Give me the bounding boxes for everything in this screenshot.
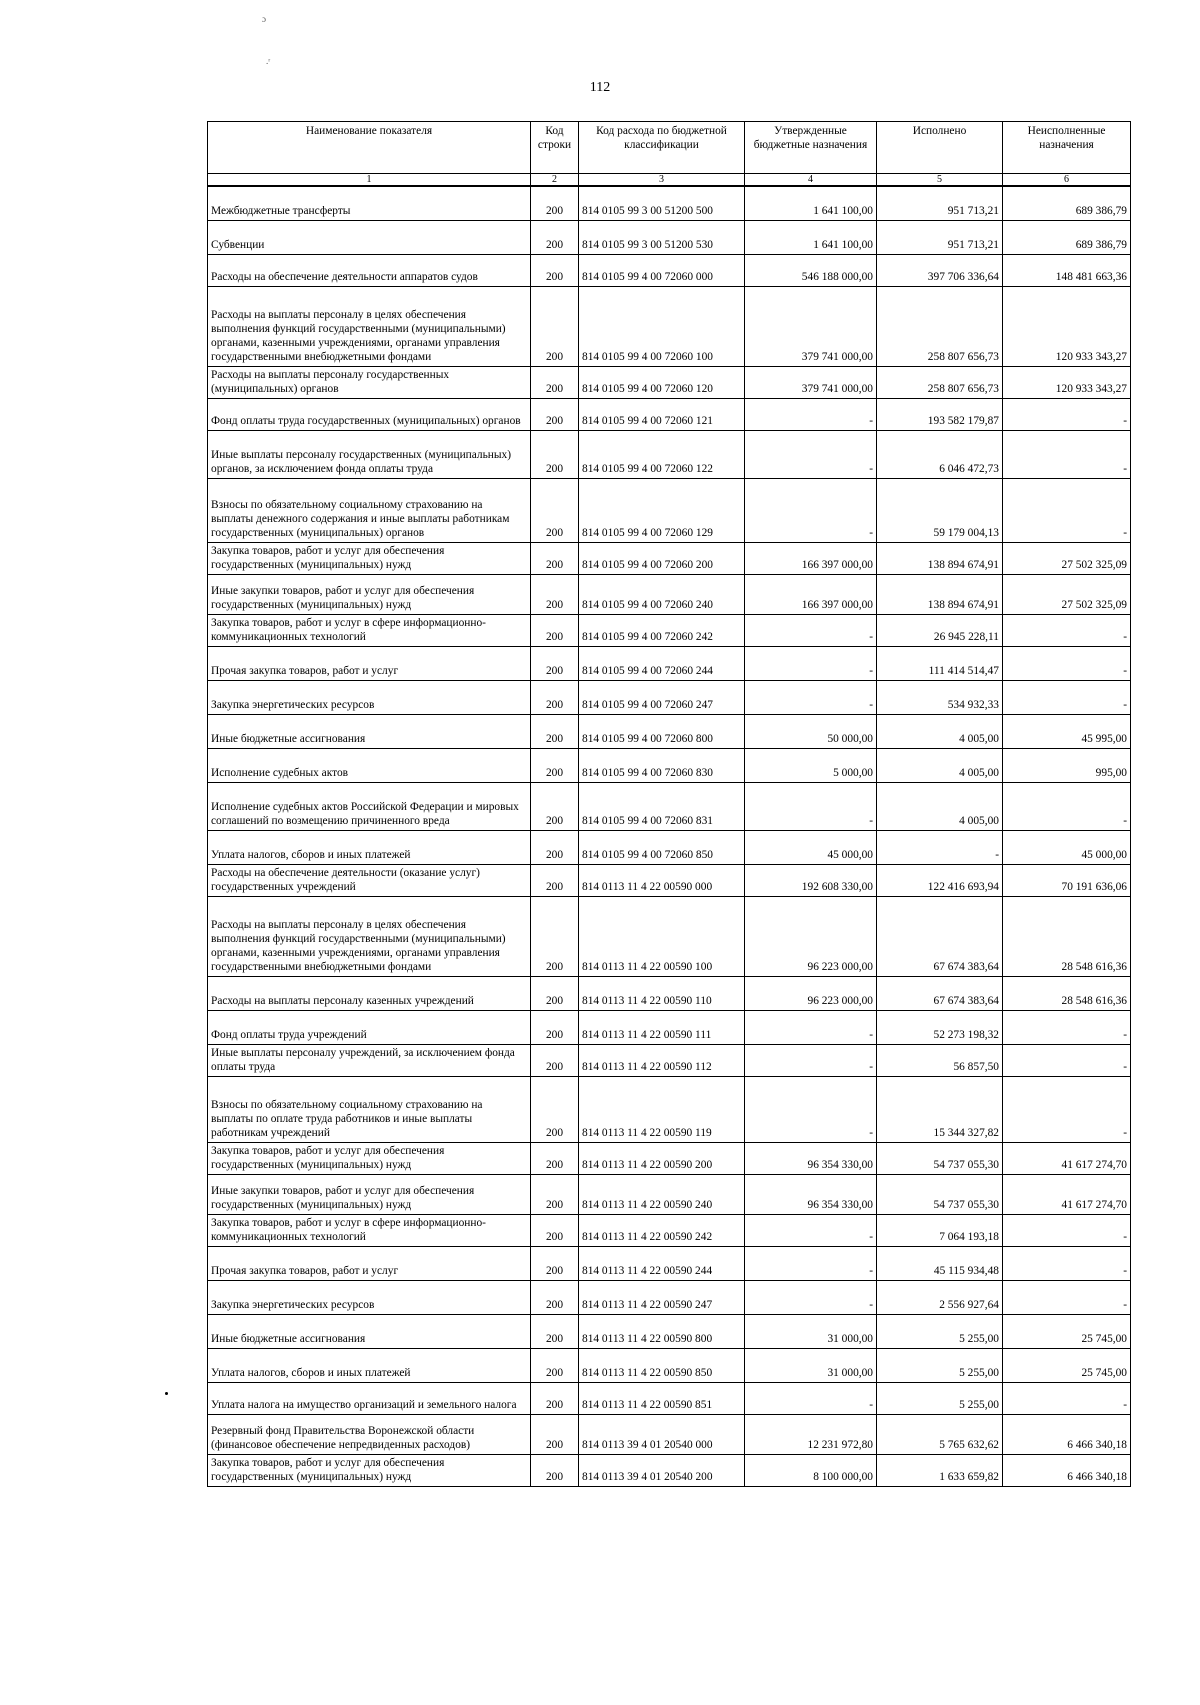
budget-code: 814 0105 99 4 00 72060 122 xyxy=(579,430,745,478)
line-code: 200 xyxy=(531,1246,579,1280)
budget-code: 814 0105 99 3 00 51200 500 xyxy=(579,186,745,220)
table-row xyxy=(208,1076,1131,1142)
line-code: 200 xyxy=(531,1044,579,1076)
table-row xyxy=(208,286,1131,366)
approved-amount: 45 000,00 xyxy=(745,830,877,864)
table-row xyxy=(208,1010,1131,1044)
approved-amount: - xyxy=(745,1010,877,1044)
executed-amount: 4 005,00 xyxy=(877,714,1003,748)
line-code: 200 xyxy=(531,1454,579,1486)
line-code: 200 xyxy=(531,1214,579,1246)
executed-amount: 534 932,33 xyxy=(877,680,1003,714)
row-name: Иные закупки товаров, работ и услуг для обеспечения государственных (муниципальных) нужд xyxy=(208,574,531,614)
approved-amount: - xyxy=(745,782,877,830)
budget-code: 814 0113 11 4 22 00590 110 xyxy=(579,976,745,1010)
table-row xyxy=(208,896,1131,976)
executed-amount: 67 674 383,64 xyxy=(877,896,1003,976)
budget-code: 814 0105 99 3 00 51200 530 xyxy=(579,220,745,254)
approved-amount: - xyxy=(745,1280,877,1314)
table-row xyxy=(208,976,1131,1010)
header-executed: Исполнено xyxy=(877,122,1003,174)
approved-amount: 1 641 100,00 xyxy=(745,186,877,220)
budget-code: 814 0105 99 4 00 72060 000 xyxy=(579,254,745,286)
column-number: 1 xyxy=(208,174,531,187)
approved-amount: - xyxy=(745,1044,877,1076)
line-code: 200 xyxy=(531,286,579,366)
unexecuted-amount: - xyxy=(1003,1044,1131,1076)
executed-amount: 54 737 055,30 xyxy=(877,1142,1003,1174)
unexecuted-amount: 689 386,79 xyxy=(1003,186,1131,220)
approved-amount: - xyxy=(745,430,877,478)
executed-amount: 15 344 327,82 xyxy=(877,1076,1003,1142)
row-name: Прочая закупка товаров, работ и услуг xyxy=(208,1246,531,1280)
line-code: 200 xyxy=(531,646,579,680)
row-name: Иные закупки товаров, работ и услуг для обеспечения государственных (муниципальных) нужд xyxy=(208,1174,531,1214)
table-row xyxy=(208,782,1131,830)
scan-mark: .ʳ xyxy=(266,56,271,66)
executed-amount: 111 414 514,47 xyxy=(877,646,1003,680)
budget-code: 814 0105 99 4 00 72060 120 xyxy=(579,366,745,398)
executed-amount: 1 633 659,82 xyxy=(877,1454,1003,1486)
executed-amount: 54 737 055,30 xyxy=(877,1174,1003,1214)
approved-amount: 96 354 330,00 xyxy=(745,1174,877,1214)
table-row xyxy=(208,430,1131,478)
budget-code: 814 0113 11 4 22 00590 242 xyxy=(579,1214,745,1246)
table-header-row xyxy=(208,122,1131,174)
executed-amount: 5 255,00 xyxy=(877,1348,1003,1382)
line-code: 200 xyxy=(531,1382,579,1414)
page-number: 112 xyxy=(589,80,611,95)
table-row xyxy=(208,254,1131,286)
approved-amount: - xyxy=(745,680,877,714)
approved-amount: - xyxy=(745,1076,877,1142)
unexecuted-amount: 120 933 343,27 xyxy=(1003,366,1131,398)
row-name: Уплата налогов, сборов и иных платежей xyxy=(208,830,531,864)
table-row xyxy=(208,186,1131,220)
row-name: Иные выплаты персоналу учреждений, за исключением фонда оплаты труда xyxy=(208,1044,531,1076)
line-code: 200 xyxy=(531,1414,579,1454)
unexecuted-amount: - xyxy=(1003,1076,1131,1142)
executed-amount: 4 005,00 xyxy=(877,748,1003,782)
column-number-row xyxy=(208,174,1131,187)
row-name: Закупка товаров, работ и услуг в сфере информационно-коммуникационных технологий xyxy=(208,1214,531,1246)
executed-amount: 52 273 198,32 xyxy=(877,1010,1003,1044)
budget-code: 814 0105 99 4 00 72060 129 xyxy=(579,478,745,542)
approved-amount: 379 741 000,00 xyxy=(745,286,877,366)
approved-amount: 96 354 330,00 xyxy=(745,1142,877,1174)
row-name: Закупка энергетических ресурсов xyxy=(208,680,531,714)
header-approved: Утвержденные бюджетные назначения xyxy=(745,122,877,174)
row-name: Расходы на обеспечение деятельности (оказание услуг) государственных учреждений xyxy=(208,864,531,896)
approved-amount: - xyxy=(745,614,877,646)
approved-amount: 546 188 000,00 xyxy=(745,254,877,286)
unexecuted-amount: - xyxy=(1003,478,1131,542)
line-code: 200 xyxy=(531,430,579,478)
table-row xyxy=(208,1382,1131,1414)
row-name: Взносы по обязательному социальному страхованию на выплаты по оплате труда работников и иные выплаты работникам учреждений xyxy=(208,1076,531,1142)
executed-amount: 397 706 336,64 xyxy=(877,254,1003,286)
table-row xyxy=(208,1280,1131,1314)
approved-amount: 166 397 000,00 xyxy=(745,574,877,614)
line-code: 200 xyxy=(531,1142,579,1174)
table-row xyxy=(208,220,1131,254)
executed-amount: 193 582 179,87 xyxy=(877,398,1003,430)
unexecuted-amount: 45 995,00 xyxy=(1003,714,1131,748)
unexecuted-amount: 148 481 663,36 xyxy=(1003,254,1131,286)
unexecuted-amount: 120 933 343,27 xyxy=(1003,286,1131,366)
row-name: Взносы по обязательному социальному страхованию на выплаты денежного содержания и иные выплаты работникам государственных (муниципальных) органов xyxy=(208,478,531,542)
table-row xyxy=(208,1454,1131,1486)
line-code: 200 xyxy=(531,864,579,896)
line-code: 200 xyxy=(531,478,579,542)
line-code: 200 xyxy=(531,1314,579,1348)
table-row xyxy=(208,830,1131,864)
row-name: Закупка товаров, работ и услуг для обеспечения государственных (муниципальных) нужд xyxy=(208,1142,531,1174)
line-code: 200 xyxy=(531,1010,579,1044)
header-line-code: Код строки xyxy=(531,122,579,174)
unexecuted-amount: 70 191 636,06 xyxy=(1003,864,1131,896)
line-code: 200 xyxy=(531,614,579,646)
approved-amount: 96 223 000,00 xyxy=(745,896,877,976)
row-name: Исполнение судебных актов Российской Федерации и мировых соглашений по возмещению причиненного вреда xyxy=(208,782,531,830)
unexecuted-amount: 995,00 xyxy=(1003,748,1131,782)
line-code: 200 xyxy=(531,254,579,286)
executed-amount: 45 115 934,48 xyxy=(877,1246,1003,1280)
budget-code: 814 0113 39 4 01 20540 000 xyxy=(579,1414,745,1454)
unexecuted-amount: 689 386,79 xyxy=(1003,220,1131,254)
table-row xyxy=(208,398,1131,430)
unexecuted-amount: 28 548 616,36 xyxy=(1003,976,1131,1010)
row-name: Иные бюджетные ассигнования xyxy=(208,1314,531,1348)
line-code: 200 xyxy=(531,542,579,574)
table-row xyxy=(208,680,1131,714)
table-row xyxy=(208,1414,1131,1454)
unexecuted-amount: - xyxy=(1003,680,1131,714)
report-table xyxy=(207,121,1131,1487)
unexecuted-amount: 45 000,00 xyxy=(1003,830,1131,864)
line-code: 200 xyxy=(531,680,579,714)
approved-amount: 1 641 100,00 xyxy=(745,220,877,254)
budget-code: 814 0113 11 4 22 00590 240 xyxy=(579,1174,745,1214)
executed-amount: 7 064 193,18 xyxy=(877,1214,1003,1246)
row-name: Расходы на выплаты персоналу в целях обеспечения выполнения функций государственными (муниципальными) органами, казенными учреждениями, органами управления государственными внебюджетными фондами xyxy=(208,896,531,976)
budget-code: 814 0105 99 4 00 72060 100 xyxy=(579,286,745,366)
header-budget-code: Код расхода по бюджетной классификации xyxy=(579,122,745,174)
approved-amount: - xyxy=(745,398,877,430)
table-row xyxy=(208,542,1131,574)
budget-code: 814 0105 99 4 00 72060 121 xyxy=(579,398,745,430)
executed-amount: 5 255,00 xyxy=(877,1382,1003,1414)
budget-code: 814 0113 11 4 22 00590 112 xyxy=(579,1044,745,1076)
unexecuted-amount: - xyxy=(1003,398,1131,430)
table-row xyxy=(208,1348,1131,1382)
table-row xyxy=(208,1246,1131,1280)
budget-code: 814 0113 11 4 22 00590 119 xyxy=(579,1076,745,1142)
line-code: 200 xyxy=(531,574,579,614)
budget-code: 814 0105 99 4 00 72060 800 xyxy=(579,714,745,748)
row-name: Закупка товаров, работ и услуг в сфере информационно-коммуникационных технологий xyxy=(208,614,531,646)
row-name: Межбюджетные трансферты xyxy=(208,186,531,220)
line-code: 200 xyxy=(531,976,579,1010)
approved-amount: - xyxy=(745,1214,877,1246)
row-name: Иные бюджетные ассигнования xyxy=(208,714,531,748)
approved-amount: 31 000,00 xyxy=(745,1348,877,1382)
executed-amount: 138 894 674,91 xyxy=(877,574,1003,614)
row-name: Закупка энергетических ресурсов xyxy=(208,1280,531,1314)
budget-code: 814 0113 11 4 22 00590 851 xyxy=(579,1382,745,1414)
row-name: Закупка товаров, работ и услуг для обеспечения государственных (муниципальных) нужд xyxy=(208,542,531,574)
row-name: Субвенции xyxy=(208,220,531,254)
table-row xyxy=(208,1314,1131,1348)
table-row xyxy=(208,478,1131,542)
table-row xyxy=(208,748,1131,782)
executed-amount: 2 556 927,64 xyxy=(877,1280,1003,1314)
unexecuted-amount: - xyxy=(1003,1382,1131,1414)
approved-amount: 192 608 330,00 xyxy=(745,864,877,896)
unexecuted-amount: - xyxy=(1003,1246,1131,1280)
header-unexecuted: Неисполненные назначения xyxy=(1003,122,1131,174)
unexecuted-amount: 41 617 274,70 xyxy=(1003,1142,1131,1174)
column-number: 5 xyxy=(877,174,1003,187)
line-code: 200 xyxy=(531,1076,579,1142)
executed-amount: 951 713,21 xyxy=(877,186,1003,220)
unexecuted-amount: - xyxy=(1003,1280,1131,1314)
budget-code: 814 0105 99 4 00 72060 830 xyxy=(579,748,745,782)
table-row xyxy=(208,366,1131,398)
row-name: Фонд оплаты труда учреждений xyxy=(208,1010,531,1044)
line-code: 200 xyxy=(531,398,579,430)
table-row xyxy=(208,1044,1131,1076)
budget-code: 814 0105 99 4 00 72060 850 xyxy=(579,830,745,864)
table-row xyxy=(208,1142,1131,1174)
row-name: Фонд оплаты труда государственных (муниципальных) органов xyxy=(208,398,531,430)
budget-code: 814 0113 11 4 22 00590 800 xyxy=(579,1314,745,1348)
executed-amount: 4 005,00 xyxy=(877,782,1003,830)
row-name: Расходы на выплаты персоналу казенных учреждений xyxy=(208,976,531,1010)
budget-code: 814 0113 11 4 22 00590 000 xyxy=(579,864,745,896)
executed-amount: 122 416 693,94 xyxy=(877,864,1003,896)
executed-amount: 67 674 383,64 xyxy=(877,976,1003,1010)
row-name: Расходы на выплаты персоналу государственных (муниципальных) органов xyxy=(208,366,531,398)
line-code: 200 xyxy=(531,1174,579,1214)
unexecuted-amount: 25 745,00 xyxy=(1003,1314,1131,1348)
table-row xyxy=(208,614,1131,646)
row-name: Прочая закупка товаров, работ и услуг xyxy=(208,646,531,680)
executed-amount: 56 857,50 xyxy=(877,1044,1003,1076)
table-row xyxy=(208,1214,1131,1246)
executed-amount: 5 255,00 xyxy=(877,1314,1003,1348)
line-code: 200 xyxy=(531,896,579,976)
budget-code: 814 0105 99 4 00 72060 247 xyxy=(579,680,745,714)
approved-amount: 12 231 972,80 xyxy=(745,1414,877,1454)
budget-code: 814 0113 11 4 22 00590 111 xyxy=(579,1010,745,1044)
row-name: Резервный фонд Правительства Воронежской области (финансовое обеспечение непредвиденных расходов) xyxy=(208,1414,531,1454)
unexecuted-amount: - xyxy=(1003,782,1131,830)
approved-amount: 5 000,00 xyxy=(745,748,877,782)
table-row xyxy=(208,1174,1131,1214)
approved-amount: 96 223 000,00 xyxy=(745,976,877,1010)
line-code: 200 xyxy=(531,186,579,220)
unexecuted-amount: 6 466 340,18 xyxy=(1003,1454,1131,1486)
row-name: Закупка товаров, работ и услуг для обеспечения государственных (муниципальных) нужд xyxy=(208,1454,531,1486)
scan-speck xyxy=(165,1392,168,1395)
row-name: Уплата налога на имущество организаций и земельного налога xyxy=(208,1382,531,1414)
scan-mark: ɔ xyxy=(262,14,266,24)
unexecuted-amount: 28 548 616,36 xyxy=(1003,896,1131,976)
line-code: 200 xyxy=(531,714,579,748)
approved-amount: 8 100 000,00 xyxy=(745,1454,877,1486)
unexecuted-amount: - xyxy=(1003,1214,1131,1246)
approved-amount: 379 741 000,00 xyxy=(745,366,877,398)
unexecuted-amount: 27 502 325,09 xyxy=(1003,574,1131,614)
line-code: 200 xyxy=(531,782,579,830)
budget-code: 814 0113 11 4 22 00590 247 xyxy=(579,1280,745,1314)
line-code: 200 xyxy=(531,748,579,782)
budget-code: 814 0105 99 4 00 72060 244 xyxy=(579,646,745,680)
executed-amount: 138 894 674,91 xyxy=(877,542,1003,574)
budget-code: 814 0105 99 4 00 72060 831 xyxy=(579,782,745,830)
row-name: Расходы на выплаты персоналу в целях обеспечения выполнения функций государственными (муниципальными) органами, казенными учреждениями, органами управления государственными внебюджетными фондами xyxy=(208,286,531,366)
table-row xyxy=(208,574,1131,614)
row-name: Уплата налогов, сборов и иных платежей xyxy=(208,1348,531,1382)
executed-amount: 6 046 472,73 xyxy=(877,430,1003,478)
unexecuted-amount: - xyxy=(1003,614,1131,646)
unexecuted-amount: 41 617 274,70 xyxy=(1003,1174,1131,1214)
approved-amount: - xyxy=(745,1246,877,1280)
executed-amount: 26 945 228,11 xyxy=(877,614,1003,646)
executed-amount: 951 713,21 xyxy=(877,220,1003,254)
executed-amount: - xyxy=(877,830,1003,864)
line-code: 200 xyxy=(531,366,579,398)
executed-amount: 59 179 004,13 xyxy=(877,478,1003,542)
column-number: 2 xyxy=(531,174,579,187)
executed-amount: 258 807 656,73 xyxy=(877,286,1003,366)
approved-amount: - xyxy=(745,1382,877,1414)
approved-amount: 50 000,00 xyxy=(745,714,877,748)
header-indicator-name: Наименование показателя xyxy=(208,122,531,174)
column-number: 4 xyxy=(745,174,877,187)
executed-amount: 258 807 656,73 xyxy=(877,366,1003,398)
unexecuted-amount: - xyxy=(1003,430,1131,478)
line-code: 200 xyxy=(531,1280,579,1314)
line-code: 200 xyxy=(531,220,579,254)
budget-code: 814 0105 99 4 00 72060 200 xyxy=(579,542,745,574)
approved-amount: 31 000,00 xyxy=(745,1314,877,1348)
unexecuted-amount: - xyxy=(1003,1010,1131,1044)
line-code: 200 xyxy=(531,830,579,864)
unexecuted-amount: - xyxy=(1003,646,1131,680)
approved-amount: - xyxy=(745,646,877,680)
approved-amount: - xyxy=(745,478,877,542)
budget-code: 814 0113 11 4 22 00590 200 xyxy=(579,1142,745,1174)
table-row xyxy=(208,864,1131,896)
row-name: Иные выплаты персоналу государственных (муниципальных) органов, за исключением фонда оплаты труда xyxy=(208,430,531,478)
table-row xyxy=(208,646,1131,680)
unexecuted-amount: 25 745,00 xyxy=(1003,1348,1131,1382)
table-row xyxy=(208,714,1131,748)
column-number: 6 xyxy=(1003,174,1131,187)
row-name: Расходы на обеспечение деятельности аппаратов судов xyxy=(208,254,531,286)
budget-code: 814 0105 99 4 00 72060 242 xyxy=(579,614,745,646)
budget-code: 814 0113 11 4 22 00590 100 xyxy=(579,896,745,976)
executed-amount: 5 765 632,62 xyxy=(877,1414,1003,1454)
budget-code: 814 0113 39 4 01 20540 200 xyxy=(579,1454,745,1486)
approved-amount: 166 397 000,00 xyxy=(745,542,877,574)
line-code: 200 xyxy=(531,1348,579,1382)
column-number: 3 xyxy=(579,174,745,187)
budget-code: 814 0113 11 4 22 00590 850 xyxy=(579,1348,745,1382)
unexecuted-amount: 6 466 340,18 xyxy=(1003,1414,1131,1454)
row-name: Исполнение судебных актов xyxy=(208,748,531,782)
unexecuted-amount: 27 502 325,09 xyxy=(1003,542,1131,574)
budget-code: 814 0113 11 4 22 00590 244 xyxy=(579,1246,745,1280)
budget-code: 814 0105 99 4 00 72060 240 xyxy=(579,574,745,614)
